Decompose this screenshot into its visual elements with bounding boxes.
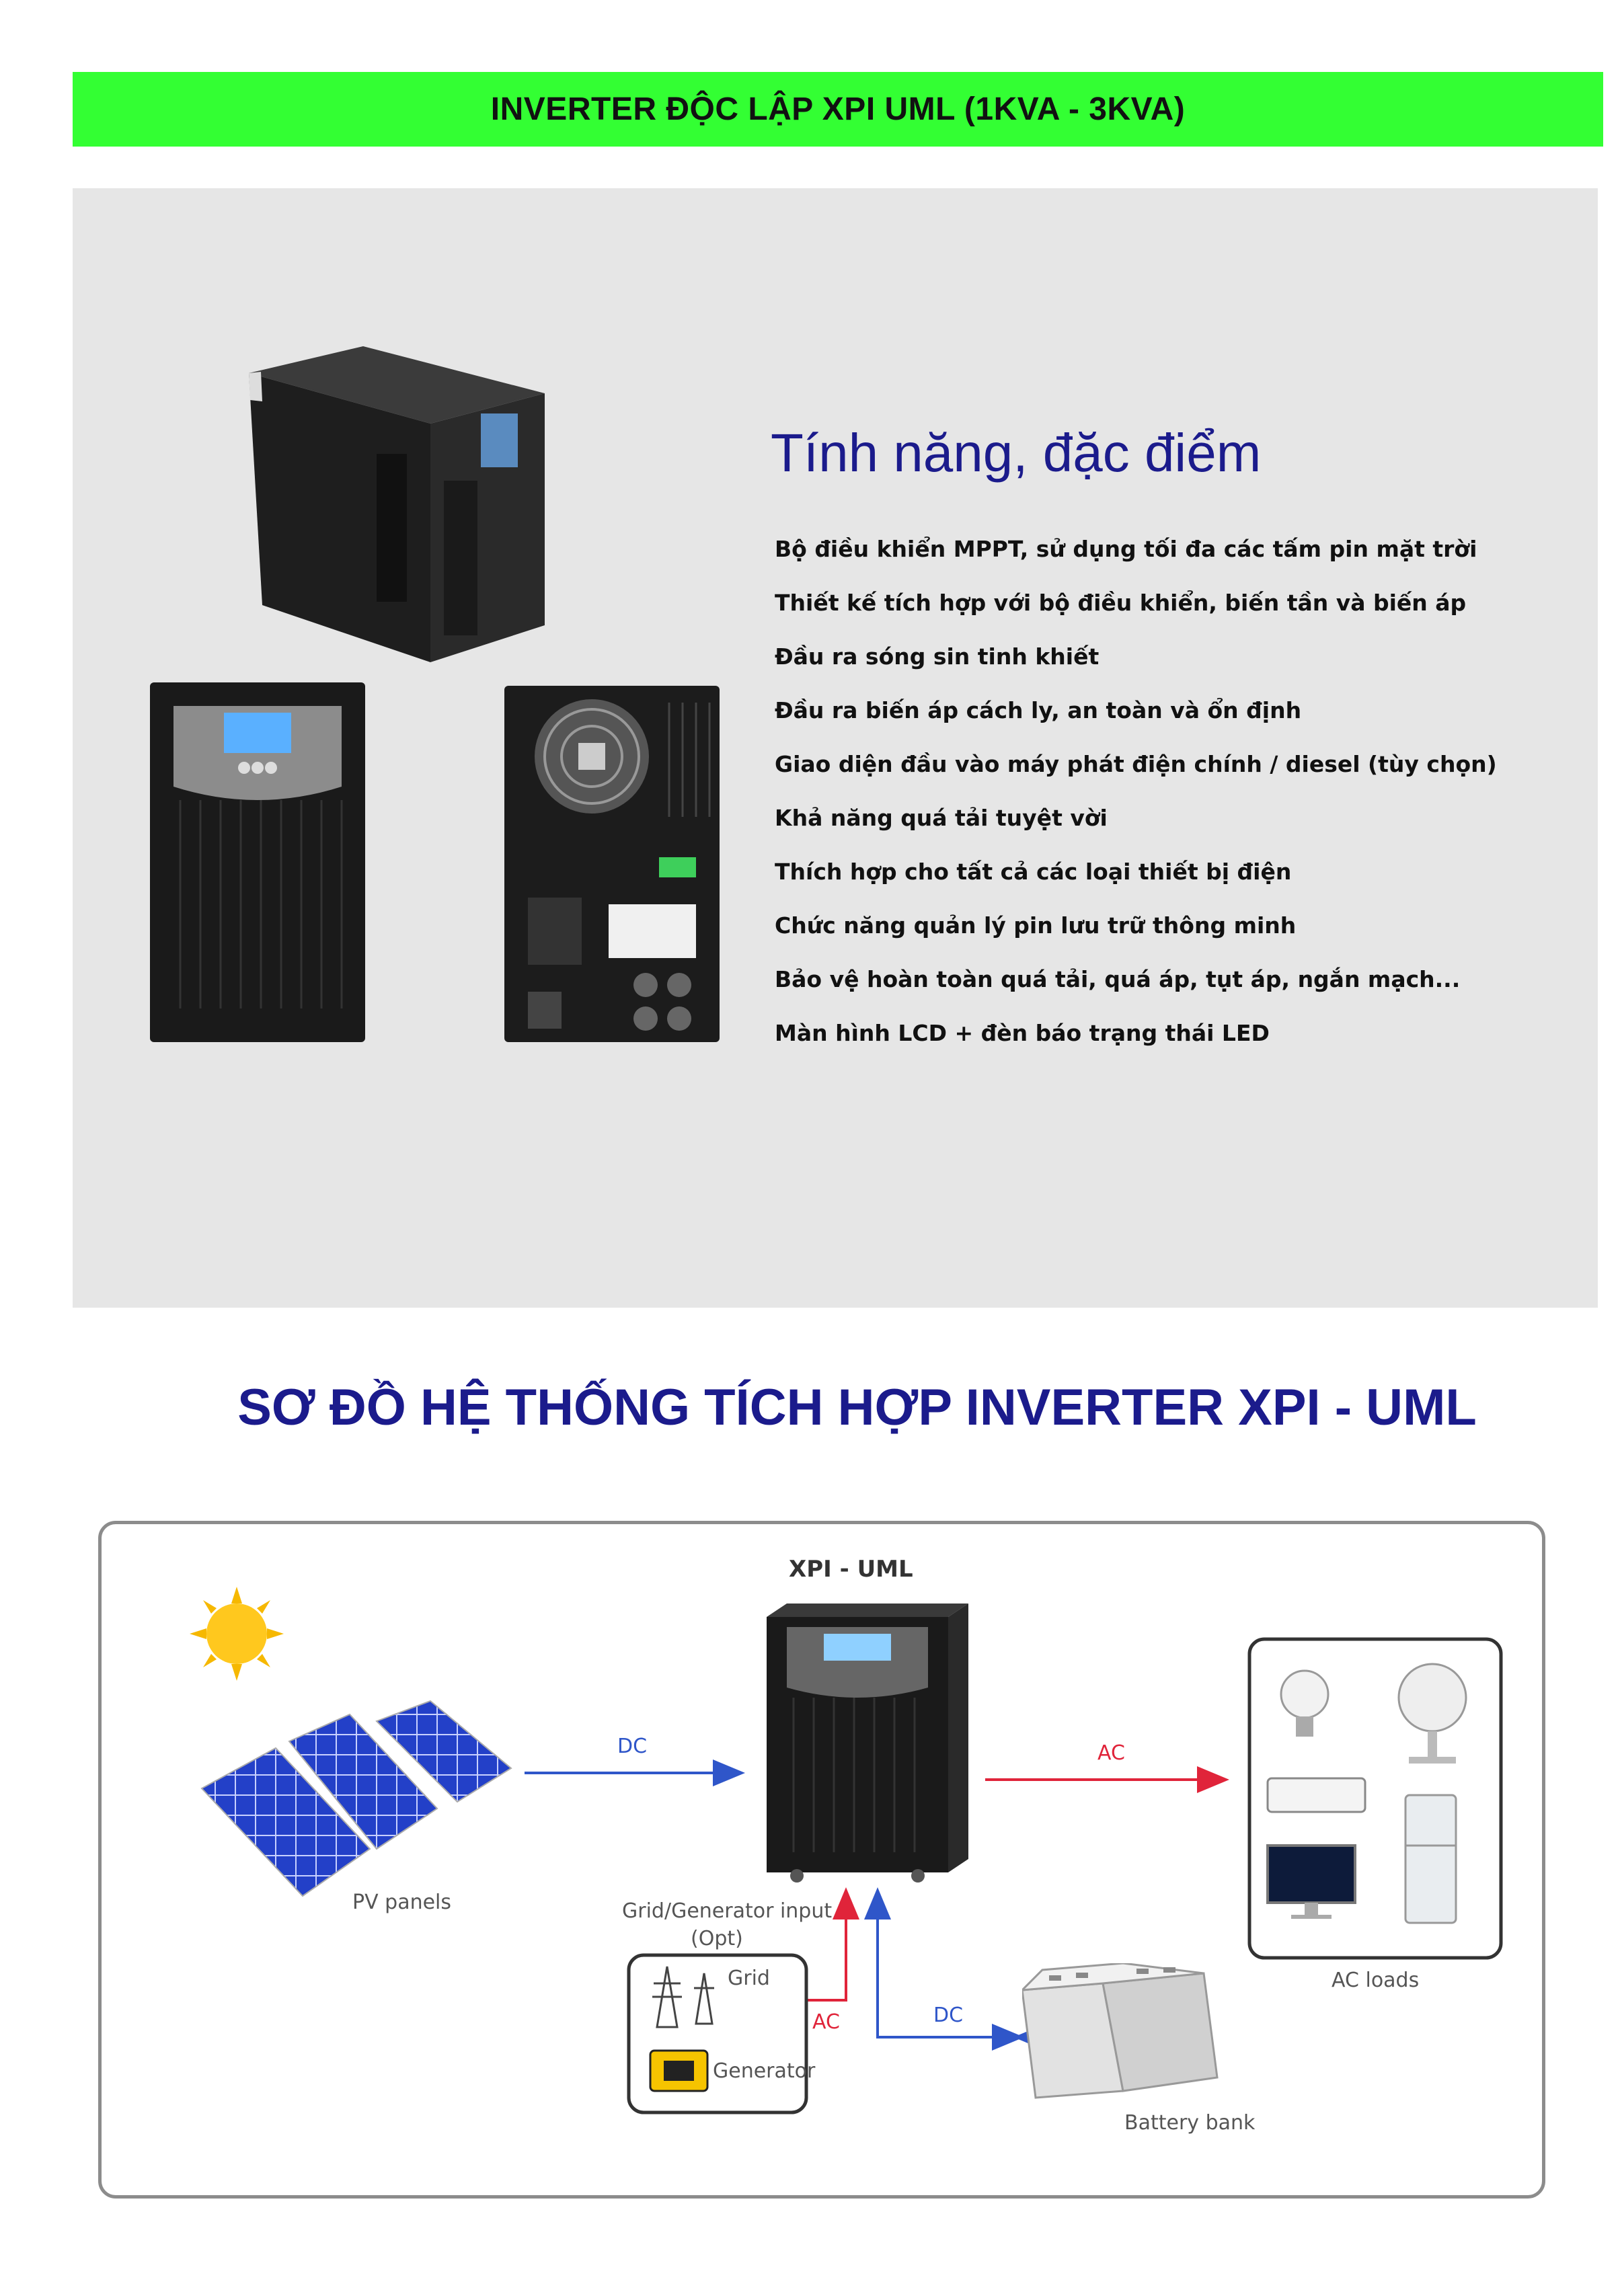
feature-item: Bảo vệ hoàn toàn quá tải, quá áp, tụt áp, ngắn mạch... [775,966,1461,992]
ac-loads-label: AC loads [1332,1969,1420,1992]
features-title: Tính năng, đặc điểm [771,423,1262,483]
feature-item: Khả năng quá tải tuyệt vời [775,805,1108,831]
dc-label-battery: DC [933,2004,964,2027]
generator-label: Generator [713,2059,816,2083]
grid-generator-box [627,1953,808,2114]
pv-label: PV panels [352,1891,452,1914]
dc-label-pv: DC [617,1735,648,1758]
feature-item: Đầu ra biến áp cách ly, an toàn và ổn định [775,697,1302,723]
battery-label: Battery bank [1124,2111,1256,2135]
battery-bank-image [1022,1963,1224,2104]
feature-item: Đầu ra sóng sin tinh khiết [775,643,1100,670]
feature-item: Màn hình LCD + đèn báo trạng thái LED [775,1020,1270,1046]
opt-label: (Opt) [691,1927,743,1950]
feature-item: Thích hợp cho tất cả các loại thiết bị điện [775,859,1292,885]
feature-item: Bộ điều khiển MPPT, sử dụng tối đa các tấm pin mặt trời [775,536,1477,562]
feature-item: Giao diện đầu vào máy phát điện chính / diesel (tùy chọn) [775,751,1497,777]
ac-label-out: AC [1097,1741,1125,1765]
grid-label: Grid [728,1967,770,1990]
feature-item: Thiết kế tích hợp với bộ điều khiển, biến tần và biến áp [775,590,1467,616]
inverter-label: XPI - UML [789,1556,913,1583]
section-title: SƠ ĐỒ HỆ THỐNG TÍCH HỢP INVERTER XPI - UML [237,1379,1477,1436]
banner-title: INVERTER ĐỘC LẬP XPI UML (1KVA - 3KVA) [490,91,1186,127]
grid-input-label: Grid/Generator input [622,1899,833,1923]
feature-item: Chức năng quản lý pin lưu trữ thông minh [775,912,1297,939]
ac-label-in: AC [812,2010,840,2034]
